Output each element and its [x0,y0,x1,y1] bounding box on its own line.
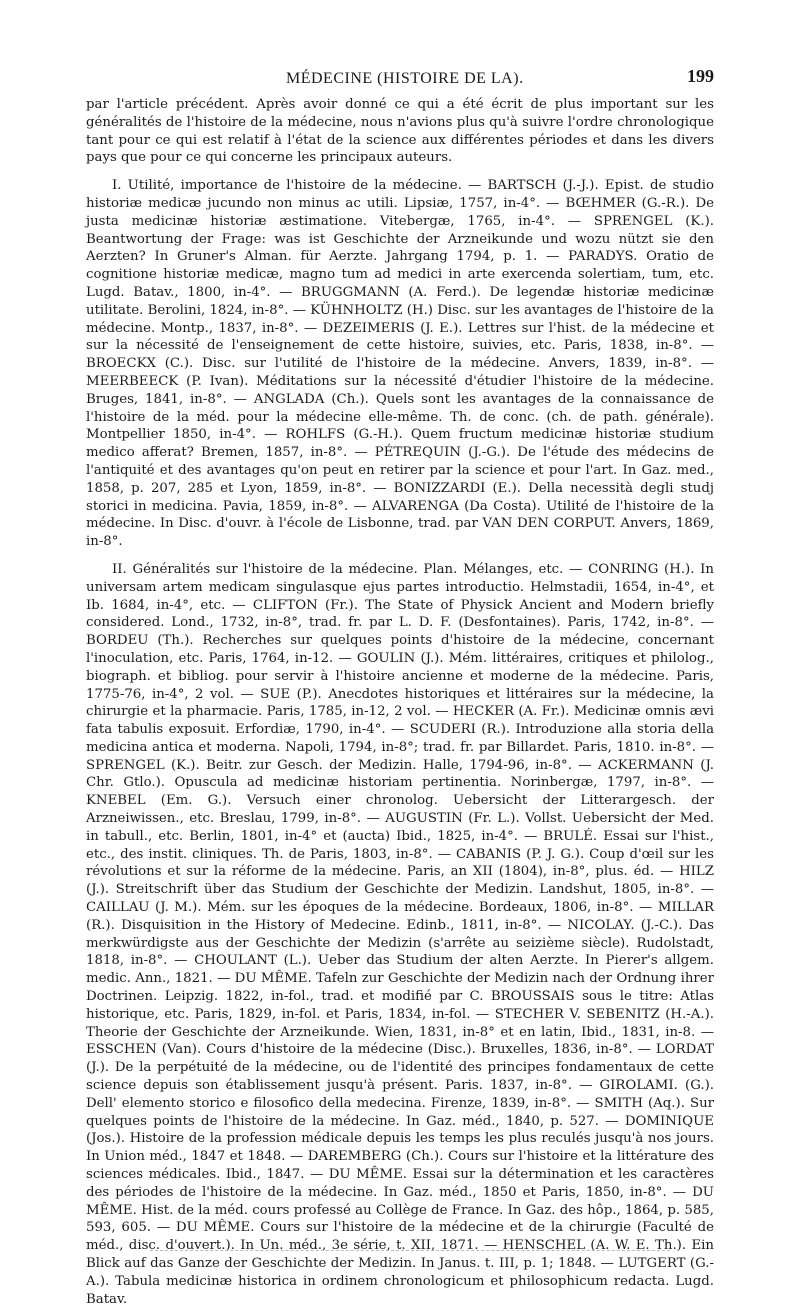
running-title: MÉDECINE (HISTOIRE DE LA). [286,70,524,87]
bottom-rule [150,1250,670,1251]
section-utility-paragraph: I. Utilité, importance de l'histoire de la médecine. — BARTSCH (J.-J.). Epist. de studio historiæ medicæ jucundo non minus ac utili. Lipsiæ, 1757, in-4°. — BŒHMER (G.-R.). De justa medicinæ historiæ æstimatione. Vitebergæ, 1765, in-4°. — SPRENGEL (K.). Beantwortung der Frage: was ist Geschichte der Arzneikunde und wozu nützt sie den Aerzten? In Gruner's Alman. für Aerzte. Jahrgang 1794, p. 1. — PARADYS. Oratio de cognitione historiæ medicæ, magno tum ad medici in arte exercenda solertiam, tum, etc. Lugd. Batav., 1800, in-4°. — BRUGGMANN (A. Ferd.). De legendæ historiæ medicinæ utilitate. Berolini, 1824, in-8°. — KÜHNHOLTZ (H.) Disc. sur les avantages de l'histoire de la médecine. Montp., 1837, in-8°. — DEZEIMERIS (J. E.). Lettres sur l'hist. de la médecine et sur la nécessité de l'enseignement de cette histoire, suivies, etc. Paris, 1838, in-8°. — BROECKX (C.). Disc. sur l'utilité de l'histoire de la médecine. Anvers, 1839, in-8°. — MEERBEECK (P. Ivan). Méditations sur la nécessité d'étudier l'histoire de la médecine. Bruges, 1841, in-8°. — ANGLADA (Ch.). Quels sont les avantages de la connaissance de l'histoire de la méd. pour la médecine elle-même. Th. de conc. (ch. de path. générale). Montpellier 1850, in-4°. — ROHLFS (G.-H.). Quem fructum medicinæ historiæ studium medico afferat? Bremen, 1857, in-8°. — PÉTREQUIN (J.-G.). De l'étude des médecins de l'antiquité et des avantages qu'on peut en retirer par la science et pour l'art. In Gaz. med., 1858, p. 207, 285 et Lyon, 1859, in-8°. — BONIZZARDI (E.). Della necessità degli studj storici in medicina. Pavia, 1859, in-8°. — ALVARENGA (Da Costa). Utilité de l'histoire de la médecine. In Disc. d'ouvr. à l'école de Lisbonne, trad. par VAN DEN CORPUT. Anvers, 1869, in-8°. [86,178,714,550]
page-number: 199 [687,66,714,86]
page-header [86,66,714,96]
intro-paragraph: par l'article précédent. Après avoir donné ce qui a été écrit de plus important sur les généralités de l'histoire de la médecine, nous n'avions plus qu'à suivre l'ordre chronologique tant pour ce qui est relatif à l'état de la science aux différentes périodes et dans les divers pays que pour ce qui concerne les principaux auteurs. [86,97,714,166]
section-generalities-paragraph: II. Généralités sur l'histoire de la médecine. Plan. Mélanges, etc. — CONRING (H.). In universam artem medicam singulasque ejus partes introductio. Helmstadii, 1654, in-4°, et Ib. 1684, in-4°, etc. — CLIFTON (Fr.). The State of Physick Ancient and Modern briefly considered. Lond., 1732, in-8°, trad. fr. par L. D. F. (Desfontaines). Paris, 1742, in-8°. — BORDEU (Th.). Recherches sur quelques points d'histoire de la médecine, concernant l'inoculation, etc. Paris, 1764, in-12. — GOULIN (J.). Mém. littéraires, critiques et philolog., biograph. et bibliog. pour servir à l'histoire ancienne et moderne de la médecine. Paris, 1775-76, in-4°, 2 vol. — SUE (P.). Anecdotes historiques et littéraires sur la médecine, la chirurgie et la pharmacie. Paris, 1785, in-12, 2 vol. — HECKER (A. Fr.). Medicinæ omnis ævi fata tabulis exposuit. Erfordiæ, 1790, in-4°. — SCUDERI (R.). Introduzione alla storia della medicina antica et moderna. Napoli, 1794, in-8°; trad. fr. par Billardet. Paris, 1810. in-8°. — SPRENGEL (K.). Beitr. zur Gesch. der Medizin. Halle, 1794-96, in-8°. — ACKERMANN (J. Chr. Gtlo.). Opuscula ad medicinæ historiam pertinentia. Norinbergæ, 1797, in-8°. — KNEBEL (Em. G.). Versuch einer chronolog. Uebersicht der Litterargesch. der Arzneiwissen., etc. Breslau, 1799, in-8°. — AUGUSTIN (Fr. L.). Vollst. Uebersicht der Med. in tabull., etc. Berlin, 1801, in-4° et (aucta) Ibid., 1825, in-4°. — BRULÉ. Essai sur l'hist., etc., des instit. cliniques. Th. de Paris, 1803, in-8°. — CABANIS (P. J. G.). Coup d'œil sur les révolutions et sur la réforme de la médecine. Paris, an XII (1804), in-8°, plus. éd. — HILZ (J.). Streitschrift über das Studium der Geschichte der Medizin. Landshut, 1805, in-8°. — CAILLAU (J. M.). Mém. sur les époques de la médecine. Bordeaux, 1806, in-8°. — MILLAR (R.). Disquisition in the History of Medecine. Edinb., 1811, in-8°. — NICOLAY. (J.-C.). Das merkwürdigste aus der Geschichte der Medizin (s'arrête au seizième siècle). Rudolstadt, 1818, in-8°. — CHOULANT (L.). Ueber das Studium der alten Aerzte. In Pierer's allgem. medic. Ann., 1821. — DU MÊME. Tafeln zur Geschichte der Medizin nach der Ordnung ihrer Doctrinen. Leipzig. 1822, in-fol., trad. et modifié par C. BROUSSAIS sous le titre: Atlas historique, etc. Paris, 1829, in-fol. et Paris, 1834, in-fol. — STECHER V. SEBENITZ (H.-A.). Theorie der Geschichte der Arzneikunde. Wien, 1831, in-8° et en latin, Ibid., 1831, in-8. — ESSCHEN (Van). Cours d'histoire de la médecine (Disc.). Bruxelles, 1836, in-8°. — LORDAT (J.). De la perpétuité de la médecine, ou de l'identité des principes fondamentaux de cette science depuis son établissement jusqu'à présent. Paris. 1837, in-8°. — GIROLAMI. (G.). Dell' elemento storico e filosofico della medecina. Firenze, 1839, in-8°. — SMITH (Aq.). Sur quelques points de l'histoire de la médecine. In Gaz. méd., 1840, p. 527. — DOMINIQUE (Jos.). Histoire de la profession médicale depuis les temps les plus reculés jusqu'à nos jours. In Union méd., 1847 et 1848. — DAREMBERG (Ch.). Cours sur l'histoire et la littérature des sciences médicales. Ibid., 1847. — DU MÊME. Essai sur la détermination et les caractères des périodes de l'histoire de la médecine. In Gaz. méd., 1850 et Paris, 1850, in-8°. — DU MÊME. Hist. de la méd. cours professé au Collège de France. In Gaz. des hôp., 1864, p. 585, 593, 605. — DU MÊME. Cours sur l'histoire de la médecine et de la chirurgie (Faculté de méd., disc. d'ouvert.). In Un. méd., 3e série, t. XII, 1871. — HENSCHEL (A. W. E. Th.). Ein Blick auf das Ganze der Geschichte der Medizin. In Janus. t. III, p. 1; 1848. — LUTGERT (G.-A.). Tabula medicinæ historica in ordinem chronologicum et philosophicum redacta. Lugd. Batav. [86,561,714,1307]
body-text [86,96,714,1308]
